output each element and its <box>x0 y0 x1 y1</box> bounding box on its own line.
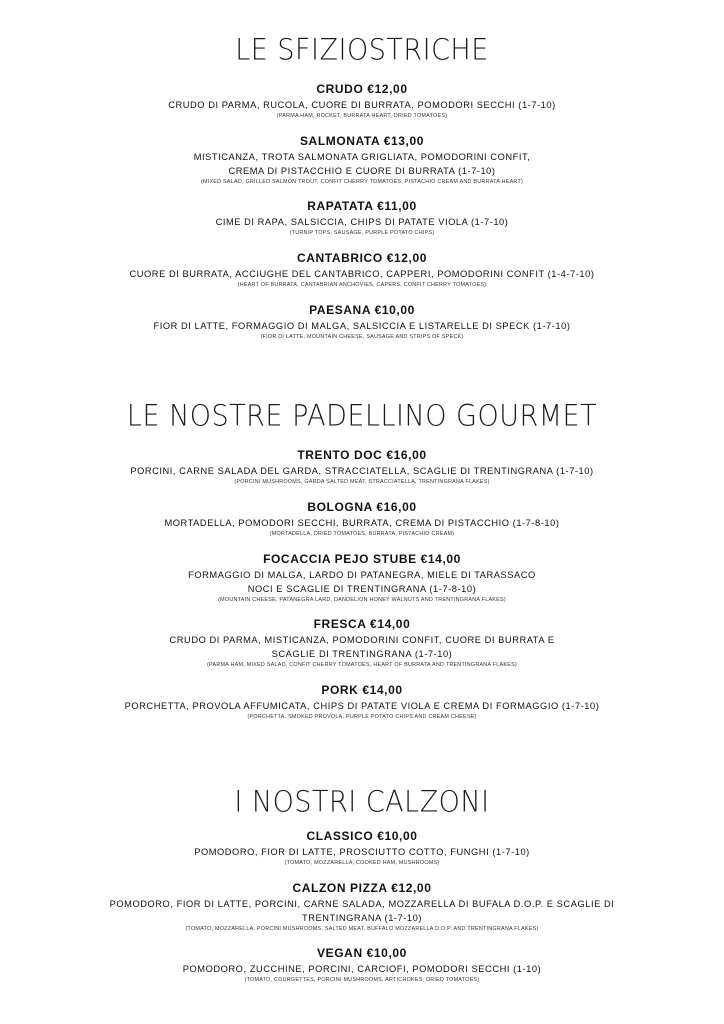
dish-description: CRUDO DI PARMA, MISTICANZA, POMODORINI CONFIT, CUORE DI BURRATA E SCAGLIE DI TRENTINGRANA (1-7-10) <box>169 635 555 659</box>
dish-item <box>0 199 724 238</box>
dish-description: MISTICANZA, TROTA SALMONATA GRIGLIATA, POMODORINI CONFIT, CREMA DI PISTACCHIO E CUORE DI BURRATA (1-7-10) <box>193 152 531 176</box>
section-title: I NOSTRI CALZONI <box>234 785 490 820</box>
dish-translation: (HEART OF BURRATA, CANTABRIAN ANCHOVIES, CAPERS, CONFIT CHERRY TOMATOES) <box>237 282 487 288</box>
dish-item <box>0 134 724 187</box>
dish-translation: (PARMA HAM, MIXED SALAD, CONFIT CHERRY TOMATOES, HEART OF BURRATA AND TRENTINGRANA FLAKES) <box>207 662 517 668</box>
dish-item <box>0 82 724 121</box>
dish-translation: (MOUNTAIN CHEESE, PATANEGRA LARD, DANDELION HONEY WALNUTS AND TRENTINGRANA FLAKES) <box>218 597 506 603</box>
dish-item <box>0 251 724 290</box>
dish-translation: (TOMATO, MOZZARELLA, COOKED HAM, MUSHROOMS) <box>284 860 440 866</box>
dish-name: BOLOGNA €16,00 <box>307 500 417 514</box>
dish-name: CRUDO €12,00 <box>316 82 408 96</box>
dish-description: FIOR DI LATTE, FORMAGGIO DI MALGA, SALSICCIA E LISTARELLE DI SPECK (1-7-10) <box>153 321 571 331</box>
dish-translation: (MIXED SALAD, GRILLED SALMON TROUT, CONFIT CHERRY TOMATOES, PISTACHIO CREAM AND BURRATA HEART) <box>200 179 524 185</box>
dish-translation: (PARMA HAM, ROCKET, BURRATA HEART, DRIED TOMATOES) <box>276 113 448 119</box>
section-title: LE SFIZIOSTRICHE <box>235 33 489 68</box>
dish-translation: (MORTADELLA, DRIED TOMATOES, BURRATA, PISTACHIO CREAM) <box>269 531 455 537</box>
dish-item <box>0 552 724 605</box>
dish-description: CIME DI RAPA, SALSICCIA, CHIPS DI PATATE VIOLA (1-7-10) <box>215 217 509 227</box>
dish-description: CRUDO DI PARMA, RUCOLA, CUORE DI BURRATA, POMODORI SECCHI (1-7-10) <box>168 100 556 110</box>
dish-description: FORMAGGIO DI MALGA, LARDO DI PATANEGRA, MIELE DI TARASSACO NOCI E SCAGLIE DI TRENTINGRANA (1-7-8-10) <box>188 570 536 594</box>
dish-name: TRENTO DOC €16,00 <box>297 448 427 462</box>
dish-description: POMODORO, ZUCCHINE, PORCINI, CARCIOFI, POMODORI SECCHI (1-10) <box>182 964 542 974</box>
dish-description: PORCINI, CARNE SALADA DEL GARDA, STRACCIATELLA, SCAGLIE DI TRENTINGRANA (1-7-10) <box>130 466 594 476</box>
dish-translation: (PORCHETTA, SMOKED PROVOLA, PURPLE POTATO CHIPS AND CREAM CHEESE) <box>247 714 477 720</box>
dish-description: CUORE DI BURRATA, ACCIUGHE DEL CANTABRICO, CAPPERI, POMODORINI CONFIT (1-4-7-10) <box>129 269 595 279</box>
dish-name: CANTABRICO €12,00 <box>296 251 427 265</box>
dish-name: PAESANA €10,00 <box>309 303 415 317</box>
dish-translation: (PORCINI MUSHROOMS, GARDA SALTED MEAT, STRACCIATELLA, TRENTINGRANA FLAKES) <box>234 479 490 485</box>
dish-translation: (TURNIP TOPS, SAUSAGE, PURPLE POTATO CHIPS) <box>289 230 435 236</box>
dish-item <box>0 500 724 539</box>
dish-name: CALZON PIZZA €12,00 <box>292 881 432 895</box>
section-padellino-gourmet <box>0 400 724 722</box>
dish-item <box>0 617 724 670</box>
dish-item <box>0 881 724 934</box>
dish-name: RAPATATA €11,00 <box>307 199 417 213</box>
dish-name: CLASSICO €10,00 <box>306 829 418 843</box>
dish-description: POMODORO, FIOR DI LATTE, PORCINI, CARNE SALADA, MOZZARELLA DI BUFALA D.O.P. E SCAGLIE DI TRENTINGRANA (1-7-10) <box>109 899 615 923</box>
dish-item <box>0 303 724 342</box>
dish-name: FRESCA €14,00 <box>313 617 411 631</box>
dish-name: FOCACCIA PEJO STUBE €14,00 <box>263 552 461 566</box>
section-sfiziostriche <box>0 34 724 342</box>
dish-translation: (TOMATO, COURGETTES, PORCINI MUSHROOMS, ARTICHOKES, DRIED TOMATOES) <box>244 977 480 983</box>
section-title: LE NOSTRE PADELLINO GOURMET <box>126 399 598 434</box>
dish-translation: (TOMATO, MOZZARELLA, PORCINI MUSHROOMS, SALTED MEAT, BUFFALO MOZZARELLA D.O.P. AND TRENTINGRANA FLAKES) <box>185 926 539 932</box>
dish-name: VEGAN €10,00 <box>317 946 407 960</box>
dish-description: POMODORO, FIOR DI LATTE, PROSCIUTTO COTTO, FUNGHI (1-7-10) <box>194 847 530 857</box>
dish-item <box>0 448 724 487</box>
dish-description: MORTADELLA, POMODORI SECCHI, BURRATA, CREMA DI PISTACCHIO (1-7-8-10) <box>164 518 560 528</box>
dish-translation: (FIOR DI LATTE, MOUNTAIN CHEESE, SAUSAGE AND STRIPS OF SPECK) <box>260 334 464 340</box>
dish-description: PORCHETTA, PROVOLA AFFUMICATA, CHIPS DI PATATE VIOLA E CREMA DI FORMAGGIO (1-7-10) <box>124 701 600 711</box>
dish-name: SALMONATA €13,00 <box>299 134 425 148</box>
dish-item <box>0 683 724 722</box>
dish-name: PORK €14,00 <box>321 683 403 697</box>
dish-item <box>0 946 724 985</box>
section-calzoni <box>0 786 724 985</box>
dish-item <box>0 829 724 868</box>
